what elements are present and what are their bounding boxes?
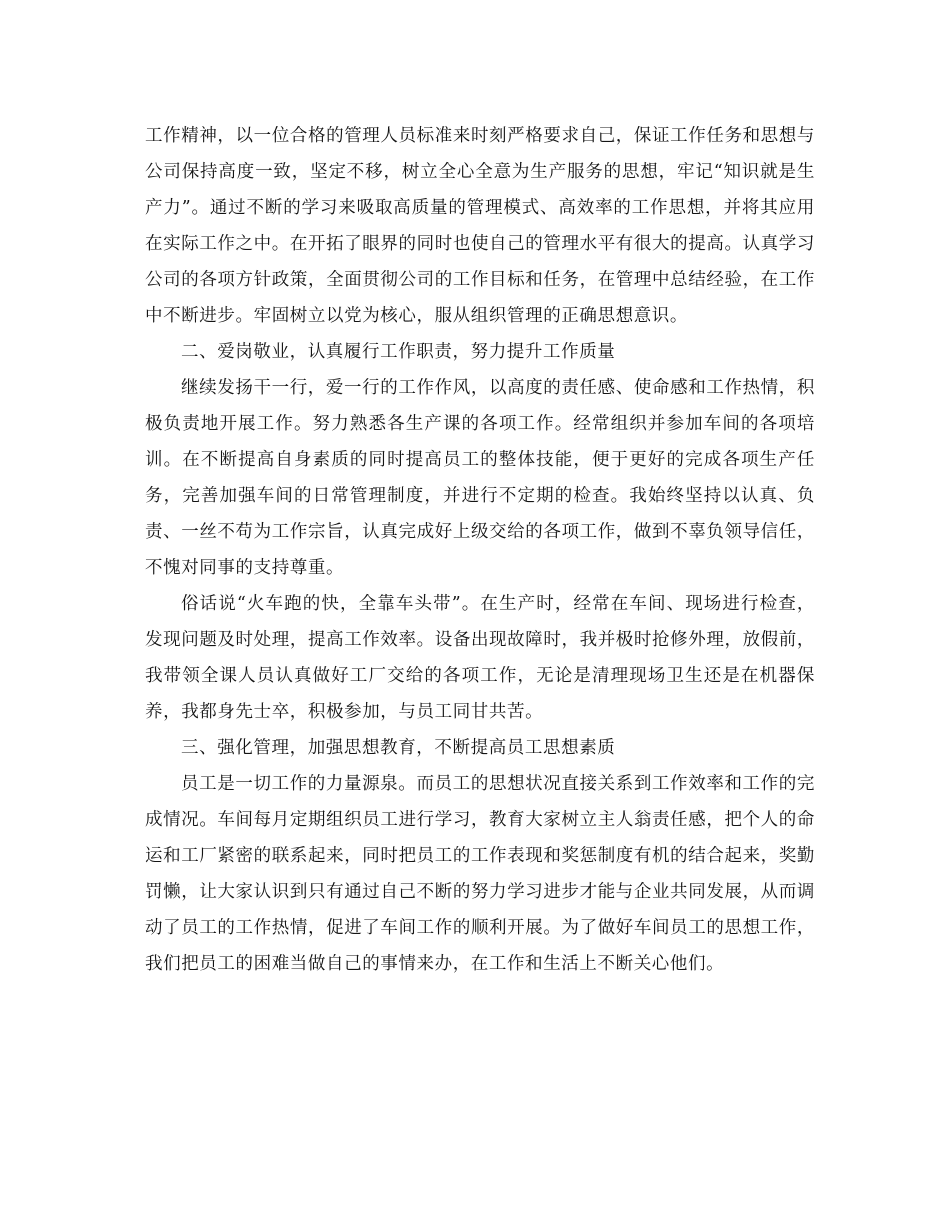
section-heading-dedication: 二、爱岗敬业，认真履行工作职责，努力提升工作质量: [181, 342, 616, 362]
paragraph-lead-by-example: 俗话说“火车跑的快，全靠车头带”。在生产时，经常在车间、现场进行检查，发现问题及时处理，提高工作效率。设备出现故障时，我并极时抢修外理，放假前，我带领全课人员认真做好工厂交给的各项工作，无论是清理现场卫生还是在机器保养，我都身先士卒，积极参加，与员工同甘共苦。: [145, 594, 815, 722]
paragraph-staff-thinking: 员工是一切工作的力量源泉。而员工的思想状况直接关系到工作效率和工作的完成情况。车间每月定期组织员工进行学习，教育大家树立主人翁责任感，把个人的命运和工厂紧密的联系起来，同时把员工的工作表现和奖惩制度有机的结合起来，奖勤罚懒，让大家认识到只有通过自己不断的努力学习进步才能与企业共同发展，从而调动了员工的工作热情，促进了车间工作的顺利开展。为了做好车间员工的思想工作，我们把员工的困难当做自己的事情来办，在工作和生活上不断关心他们。: [145, 774, 815, 974]
paragraph-work-spirit: 工作精神，以一位合格的管理人员标准来时刻严格要求自己，保证工作任务和思想与公司保持高度一致，坚定不移，树立全心全意为生产服务的思想，牢记“知识就是生产力”。通过不断的学习来吸取高质量的管理模式、高效率的工作思想，并将其应用在实际工作之中。在开拓了眼界的同时也使自己的管理水平有很大的提高。认真学习公司的各项方针政策，全面贯彻公司的工作目标和任务，在管理中总结经验，在工作中不断进步。牢固树立以党为核心，服从组织管理的正确思想意识。: [145, 126, 815, 326]
document-body: [145, 118, 815, 982]
section-heading-management: 三、强化管理，加强思想教育，不断提高员工思想素质: [181, 738, 616, 758]
paragraph-work-style: 继续发扬干一行，爱一行的工作作风，以高度的责任感、使命感和工作热情，积极负责地开展工作。努力熟悉各生产课的各项工作。经常组织并参加车间的各项培训。在不断提高自身素质的同时提高员工的整体技能，便于更好的完成各项生产任务，完善加强车间的日常管理制度，并进行不定期的检查。我始终坚持以认真、负责、一丝不苟为工作宗旨，认真完成好上级交给的各项工作，做到不辜负领导信任，不愧对同事的支持尊重。: [145, 378, 815, 578]
